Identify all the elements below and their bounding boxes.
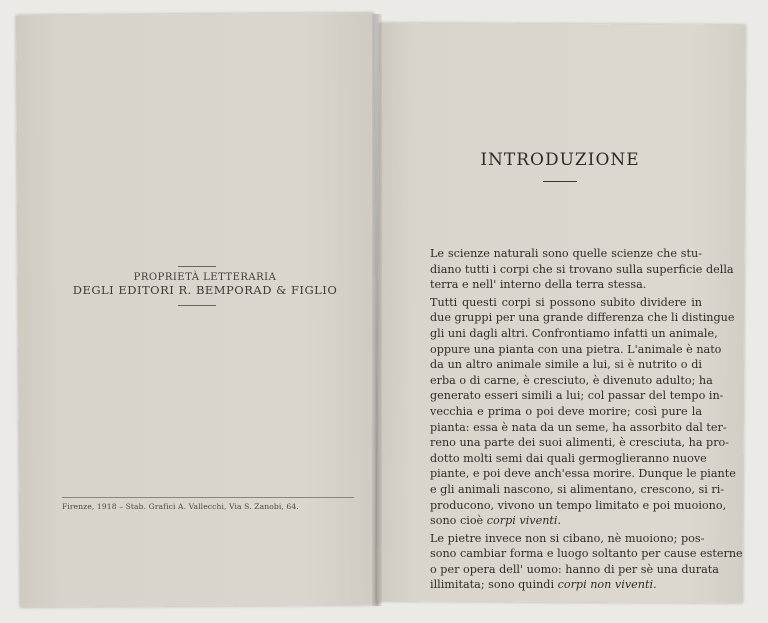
text-line: terra e nell' interno della terra stessa. bbox=[430, 278, 647, 292]
text-line: producono, vivono un tempo limitato e poi muoiono, bbox=[430, 498, 727, 512]
text-line: diano tutti i corpi che si trovano sulla superficie della bbox=[430, 262, 734, 276]
body-text bbox=[420, 246, 743, 593]
text-line: Le scienze naturali sono quelle scienze che stu- bbox=[430, 247, 702, 260]
text-line: oppure una pianta con una pietra. L'animale è nato bbox=[430, 342, 722, 356]
left-page bbox=[16, 13, 378, 607]
footer-rule bbox=[62, 497, 354, 498]
text-line: sono cambiar forma e luogo soltanto per cause esterne bbox=[430, 547, 743, 561]
imprint-bottom-rule bbox=[178, 305, 216, 306]
text-line: Tutti questi corpi si possono subito dividere in bbox=[430, 295, 702, 309]
text-line: generato esseri simili a lui; col passar del tempo in- bbox=[430, 389, 724, 403]
text-line: illimitata; sono quindi corpi non viventi. bbox=[430, 578, 657, 592]
text-line: sono cioè corpi viventi. bbox=[430, 514, 562, 528]
paragraph bbox=[420, 531, 743, 593]
text-line: e gli animali nascono, si alimentano, crescono, si ri- bbox=[430, 482, 725, 496]
text-line: da un altro animale simile a lui, si è nutrito o di bbox=[430, 358, 702, 372]
book-gutter bbox=[372, 14, 382, 606]
title-underline bbox=[543, 181, 577, 182]
imprint-line-1: PROPRIETÀ LETTERARIA bbox=[133, 272, 277, 283]
imprint-top-rule bbox=[178, 266, 216, 267]
chapter-title: INTRODUZIONE bbox=[480, 150, 640, 170]
copyright-imprint bbox=[40, 272, 370, 298]
paragraph bbox=[420, 246, 734, 293]
text-line: dotto molti semi dai quali germoglieranno nuove bbox=[430, 451, 707, 465]
text-line: due gruppi per una grande differenza che li distingue bbox=[430, 311, 735, 325]
text-line: gli uni dagli altri. Confrontiamo infatti un animale, bbox=[430, 326, 718, 340]
printer-footer: Firenze, 1918 – Stab. Grafici A. Vallecchi, Via S. Zanobi, 64. bbox=[62, 502, 299, 511]
text-line: o per opera dell' uomo: hanno di per sè una durata bbox=[430, 562, 719, 576]
text-line: pianta: essa è nata da un seme, ha assorbito dal ter- bbox=[430, 420, 727, 434]
paragraph bbox=[420, 295, 736, 529]
text-line: vecchia e prima o poi deve morire; così pure la bbox=[430, 404, 702, 418]
text-line: reno una parte dei suoi alimenti, è cresciuta, ha pro- bbox=[430, 436, 730, 450]
imprint-line-2: DEGLI EDITORI R. BEMPORAD & FIGLIO bbox=[72, 283, 338, 297]
text-line: piante, e poi deve anch'essa morire. Dunque le piante bbox=[430, 467, 736, 481]
text-line: erba o di carne, è cresciuto, è divenuto adulto; ha bbox=[430, 373, 713, 387]
text-line: Le pietre invece non si cibano, nè muoiono; pos- bbox=[430, 531, 705, 545]
